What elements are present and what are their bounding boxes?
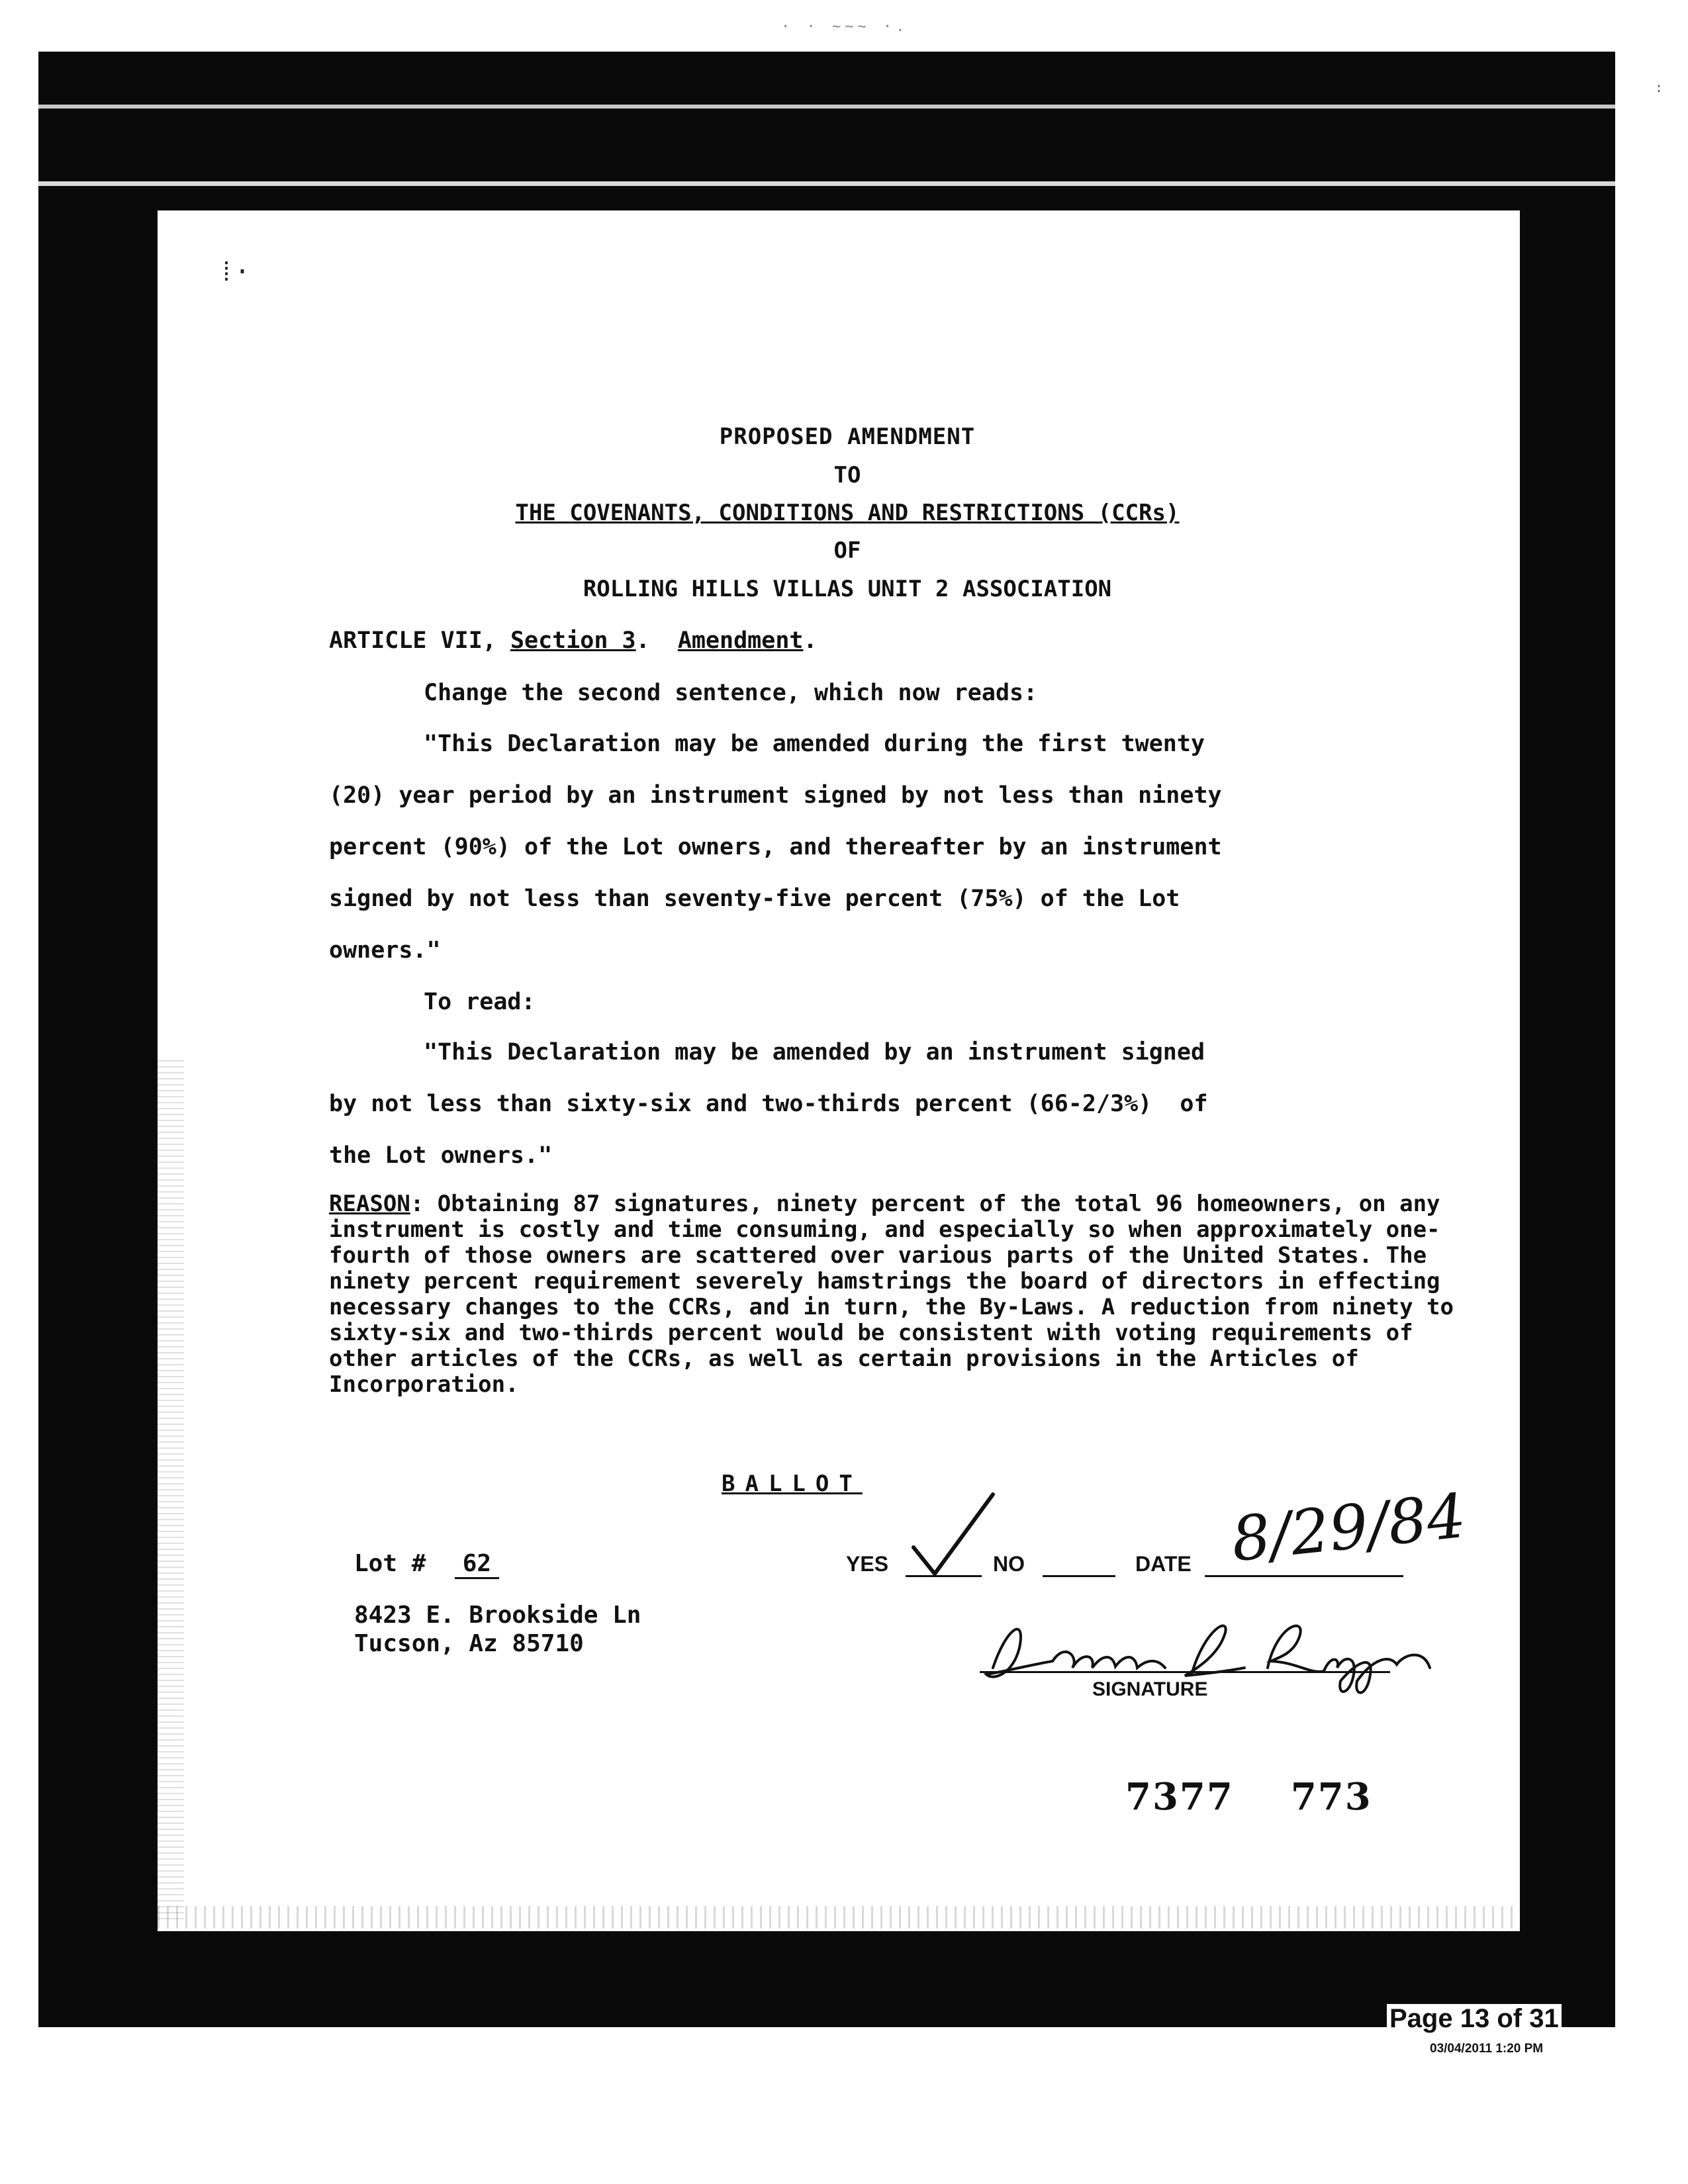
current-text-line: percent (90%) of the Lot owners, and thereafter by an instrument	[329, 834, 1222, 860]
address-line-2: Tucson, Az 85710	[354, 1630, 584, 1657]
article-section: Section 3	[510, 627, 636, 654]
signature-label: SIGNATURE	[1092, 1678, 1208, 1700]
current-text-line: signed by not less than seventy-five percent (75%) of the Lot	[329, 886, 1180, 912]
lot-label: Lot #	[354, 1550, 426, 1577]
heading-to: TO	[833, 462, 861, 488]
no-field-line	[1043, 1575, 1115, 1577]
print-timestamp: 03/04/2011 1:20 PM	[1430, 2042, 1544, 2056]
article-end: .	[803, 627, 818, 654]
scan-mark: ⁞·	[218, 257, 251, 287]
checkmark-icon	[907, 1489, 1000, 1582]
no-label: NO	[993, 1552, 1025, 1576]
heading-association: ROLLING HILLS VILLAS UNIT 2 ASSOCIATION	[583, 576, 1112, 602]
article-sep: .	[635, 627, 678, 654]
reason-paragraph	[329, 1191, 1468, 1398]
change-intro: Change the second sentence, which now reads:	[424, 680, 1038, 706]
current-text-line: (20) year period by an instrument signed by not less than ninety	[329, 782, 1222, 809]
address-line-1: 8423 E. Brookside Ln	[354, 1602, 641, 1629]
article-name: Amendment	[677, 627, 804, 654]
date-field-line	[1205, 1575, 1403, 1577]
new-text-line: by not less than sixty-six and two-thirds percent (66-2/3%) of	[329, 1091, 1208, 1117]
signature-line	[980, 1671, 1390, 1673]
document-number: 7377 773	[1125, 1775, 1372, 1819]
scan-band-line	[38, 181, 1615, 186]
new-text-line: "This Declaration may be amended by an instrument signed	[424, 1039, 1205, 1066]
lot-number	[354, 1550, 499, 1577]
scan-noise-bottom	[158, 1906, 1520, 1929]
heading-proposed-amendment: PROPOSED AMENDMENT	[719, 424, 976, 450]
scan-mark: :	[1655, 79, 1664, 95]
article-reference	[329, 627, 818, 654]
article-prefix: ARTICLE VII,	[329, 627, 510, 654]
current-text-line: owners."	[329, 937, 441, 964]
scan-noise-left	[158, 1059, 184, 1919]
new-text-line: the Lot owners."	[329, 1142, 553, 1169]
page-indicator: Page 13 of 31	[1387, 2004, 1562, 2034]
reason-text: : Obtaining 87 signatures, ninety percent of the total 96 homeowners, on any instrument is costly and time consuming, and especially so when approximately one-fourth of those owners are scattered over various parts of the United States. The ninety percent requirement severely hamstrings the board of directors in effecting necessary changes to the CCRs, and in turn, the By-Laws. A reduction from ninety to sixty-six and two-thirds percent would be consistent with voting requirements of other articles of the CCRs, as well as certain provisions in the Articles of Incorporation.	[329, 1191, 1454, 1398]
ballot-title: BALLOT	[722, 1471, 863, 1497]
yes-label: YES	[846, 1552, 889, 1576]
date-label: DATE	[1135, 1552, 1192, 1576]
scan-noise-top: · · ~~~ ·.	[781, 19, 909, 35]
handwritten-date: 8/29/84	[1228, 1480, 1470, 1576]
lot-value: 62	[455, 1550, 499, 1579]
scan-band-line	[38, 105, 1615, 109]
heading-ccrs: THE COVENANTS, CONDITIONS AND RESTRICTIONS (CCRs)	[515, 500, 1180, 526]
to-read-label: To read:	[424, 989, 536, 1015]
heading-of: OF	[833, 537, 861, 564]
current-text-line: "This Declaration may be amended during the first twenty	[424, 731, 1205, 757]
reason-label: REASON	[329, 1191, 410, 1217]
